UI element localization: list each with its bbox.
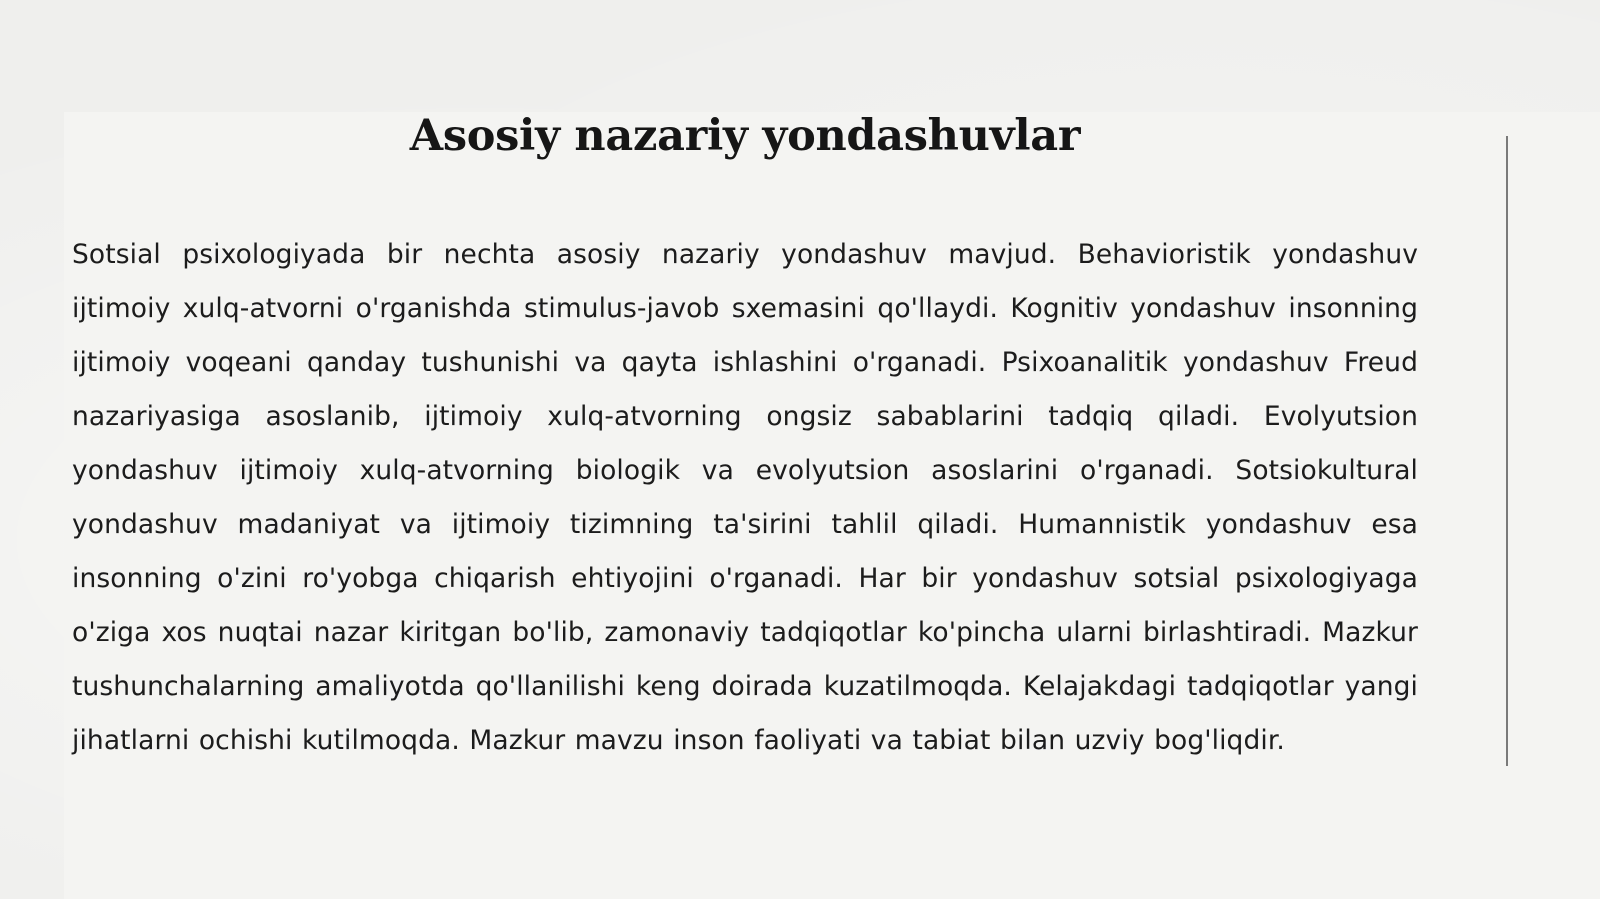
slide-title: Asosiy nazariy yondashuvlar [409,111,1081,161]
slide-body-text: Sotsial psixologiyada bir nechta asosiy nazariy yondashuv mavjud. Behavioristik yondashuv ijtimoiy xulq-atvorni o'rganishda stimulus-javob sxemasini qo'llaydi. Kognitiv yondashuv insonning ijtimoiy voqeani qanday tushunishi va qayta ishlashini o'rganadi. Psixoanalitik yondashuv Freud nazariyasiga asoslanib, ijtimoiy xulq-atvorning ongsiz sabablarini tadqiq qiladi. Evolyutsion yondashuv ijtimoiy xulq-atvorning biologik va evolyutsion asoslarini o'rganadi. Sotsiokultural yondashuv madaniyat va ijtimoiy tizimning ta'sirini tahlil qiladi. Humannistik yondashuv esa insonning o'zini ro'yobga chiqarish ehtiyojini o'rganadi. Har bir yondashuv sotsial psixologiyaga o'ziga xos nuqtai nazar kiritgan bo'lib, zamonaviy tadqiqotlar ko'pincha ularni birlashtiradi. Mazkur tushunchalarning amaliyotda qo'llanilishi keng doirada kuzatilmoqda. Kelajakdagi tadqiqotlar yangi jihatlarni ochishi kutilmoqda. Mazkur mavzu inson faoliyati va tabiat bilan uzviy bog'liqdir. [72,239,1418,756]
vertical-divider [1506,136,1508,766]
